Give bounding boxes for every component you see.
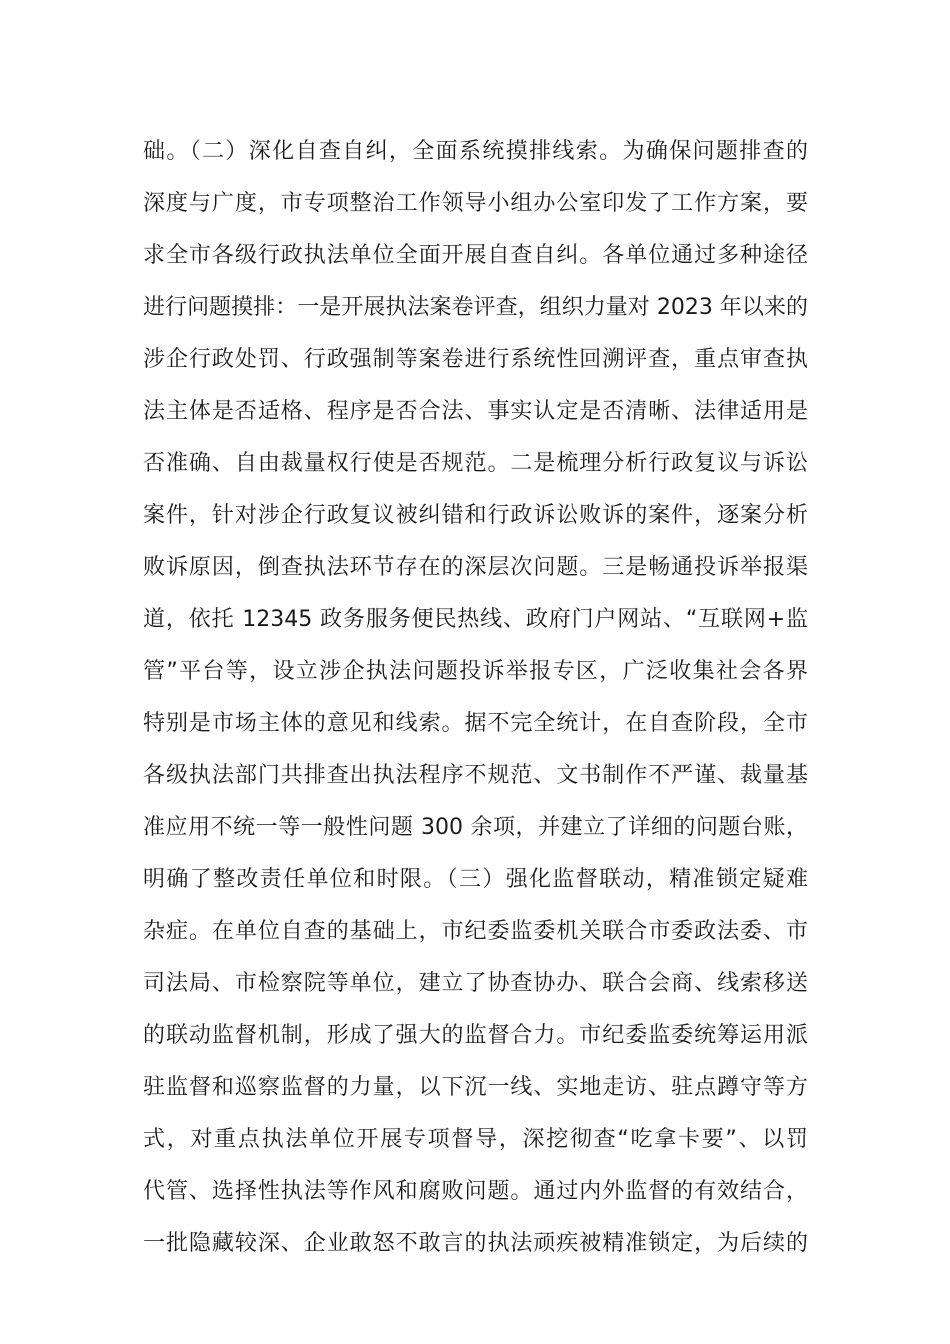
- text-line: 特别是市场主体的意见和线索。据不完全统计，在自查阶段，全市: [143, 711, 808, 736]
- text-line: 法主体是否适格、程序是否合法、事实认定是否清晰、法律适用是: [143, 399, 808, 424]
- text-line: 败诉原因，倒查执法环节存在的深层次问题。三是畅通投诉举报渠: [143, 555, 808, 580]
- text-line: 案件，针对涉企行政复议被纠错和行政诉讼败诉的案件，逐案分析: [143, 503, 808, 528]
- text-line: 否准确、自由裁量权行使是否规范。二是梳理分析行政复议与诉讼: [143, 451, 808, 476]
- text-line: 道，依托 12345 政务服务便民热线、政府门户网站、“互联网+监: [143, 607, 808, 632]
- text-line: 础。（二）深化自查自纠，全面系统摸排线索。为确保问题排查的: [143, 139, 808, 164]
- text-line: 的联动监督机制，形成了强大的监督合力。市纪委监委统筹运用派: [143, 1023, 808, 1048]
- text-line: 涉企行政处罚、行政强制等案卷进行系统性回溯评查，重点审查执: [143, 347, 808, 372]
- text-line: 式，对重点执法单位开展专项督导，深挖彻查“吃拿卡要”、以罚: [143, 1127, 808, 1152]
- text-line: 管”平台等，设立涉企执法问题投诉举报专区，广泛收集社会各界: [143, 659, 808, 684]
- text-line: 求全市各级行政执法单位全面开展自查自纠。各单位通过多种途径: [143, 243, 808, 268]
- text-line: 各级执法部门共排查出执法程序不规范、文书制作不严谨、裁量基: [143, 763, 808, 788]
- text-line: 明确了整改责任单位和时限。（三）强化监督联动，精准锁定疑难: [143, 867, 808, 892]
- text-line: 代管、选择性执法等作风和腐败问题。通过内外监督的有效结合，: [143, 1179, 808, 1204]
- text-line: 杂症。在单位自查的基础上，市纪委监委机关联合市委政法委、市: [143, 919, 808, 944]
- text-line: 驻监督和巡察监督的力量，以下沉一线、实地走访、驻点蹲守等方: [143, 1075, 808, 1100]
- text-line: 深度与广度，市专项整治工作领导小组办公室印发了工作方案，要: [143, 191, 808, 216]
- text-line: 一批隐藏较深、企业敢怒不敢言的执法顽疾被精准锁定，为后续的: [143, 1231, 808, 1256]
- text-line: 进行问题摸排：一是开展执法案卷评查，组织力量对 2023 年以来的: [143, 295, 808, 320]
- text-line: 准应用不统一等一般性问题 300 余项，并建立了详细的问题台账，: [143, 815, 808, 840]
- text-line: 司法局、市检察院等单位，建立了协查协办、联合会商、线索移送: [143, 971, 808, 996]
